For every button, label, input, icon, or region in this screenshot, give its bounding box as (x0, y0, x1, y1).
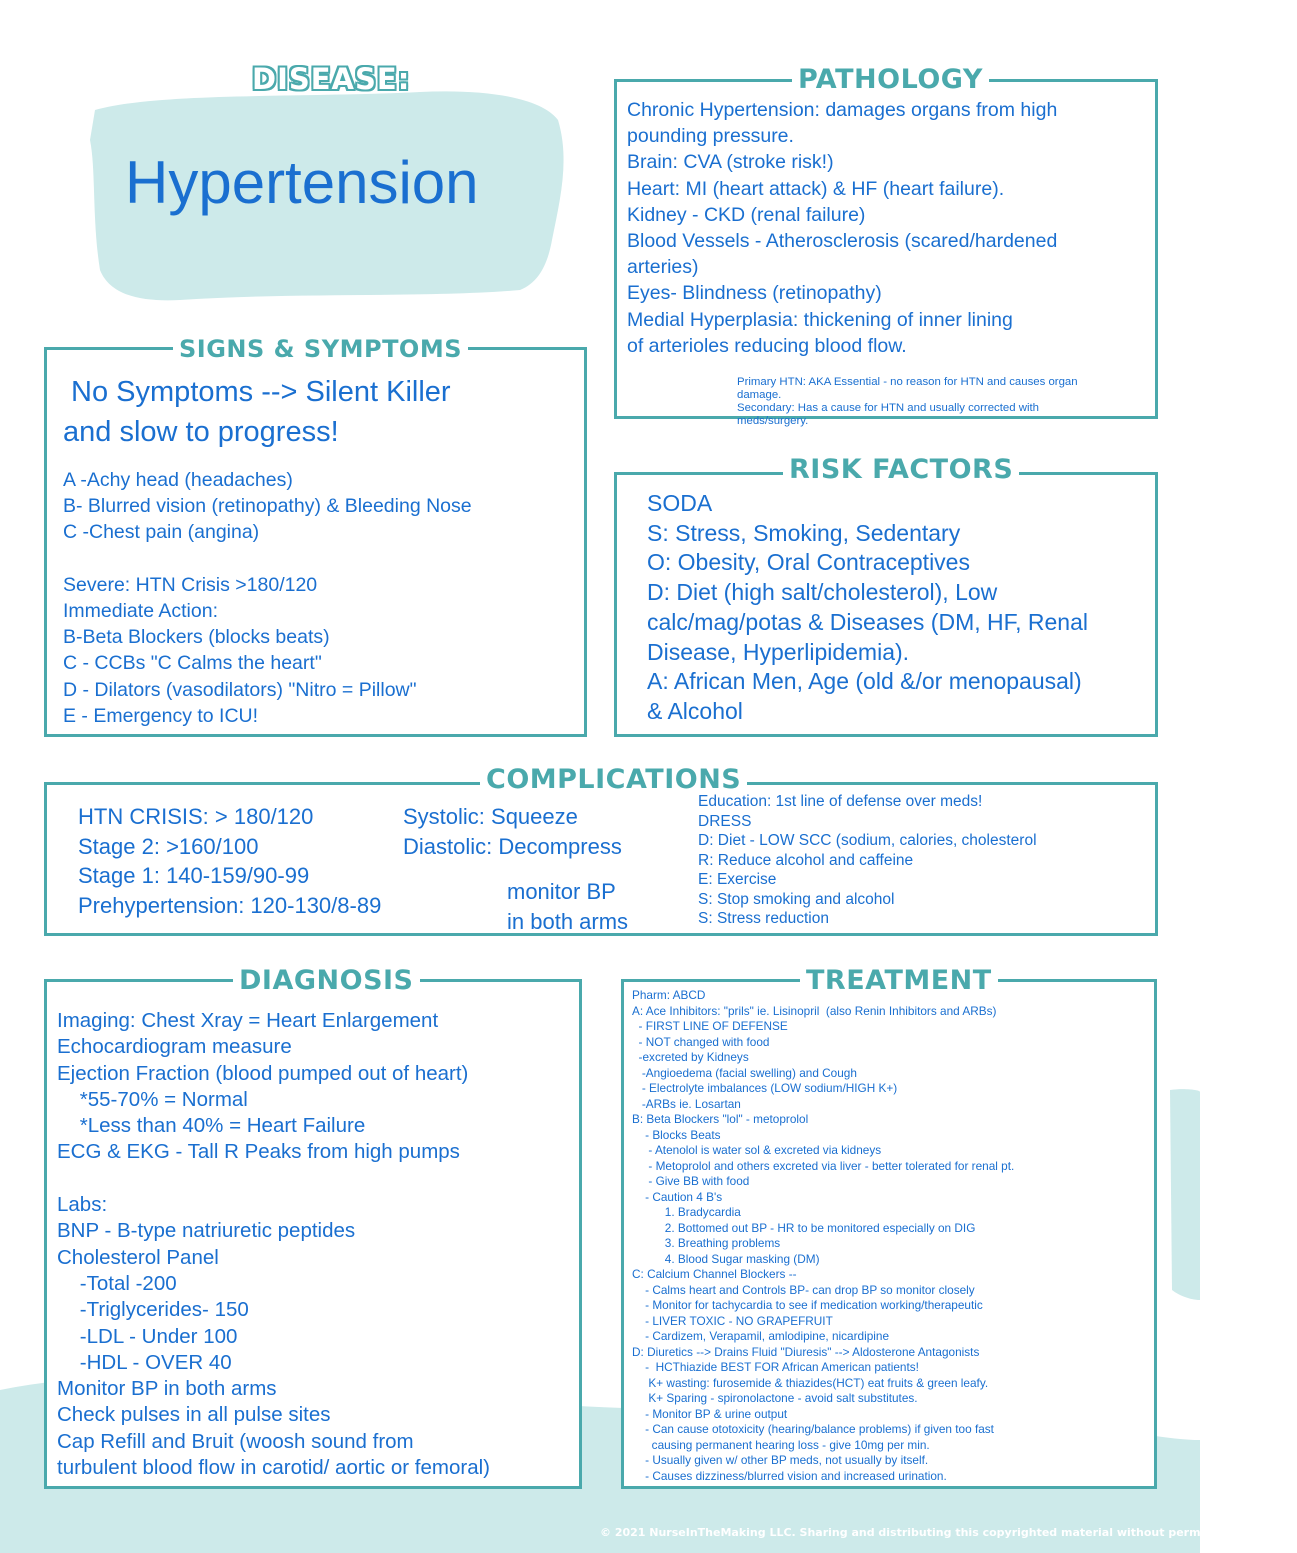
monitor-line: monitor BP (507, 879, 616, 904)
diagnosis-line (57, 1166, 490, 1192)
diagnosis-line: -LDL - Under 100 (57, 1324, 238, 1348)
diagnosis-list (57, 1008, 490, 1481)
risk-line: S: Stress, Smoking, Sedentary (647, 519, 961, 546)
complications-heading: COMPLICATIONS (480, 766, 747, 793)
pathology-line: arteries) (627, 256, 699, 279)
education-line: Education: 1st line of defense over meds! (698, 793, 983, 810)
education-line: S: Stress reduction (698, 910, 829, 927)
treatment-heading: TREATMENT (800, 967, 998, 994)
signs-list (63, 467, 472, 729)
treatment-line: - Calms heart and Controls BP- can drop BP so monitor closely (632, 1282, 975, 1297)
htn-type-notes (737, 376, 1078, 428)
diagnosis-line: BNP - B-type natriuretic peptides (57, 1219, 356, 1243)
sign-line: Immediate Action: (63, 600, 218, 623)
treatment-line: causing permanent hearing loss - give 10mg per min. (632, 1437, 930, 1452)
treatment-line: - Monitor BP & urine output (632, 1406, 788, 1421)
treatment-line: - LIVER TOXIC - NO GRAPEFRUIT (632, 1313, 833, 1328)
pathology-line: Eyes- Blindness (retinopathy) (627, 282, 882, 305)
risk-line: Disease, Hyperlipidemia). (647, 638, 910, 665)
diagnosis-line: -HDL - OVER 40 (57, 1350, 232, 1374)
treatment-line: A: Ace Inhibitors: "prils" ie. Lisinopril (also Renin Inhibitors and ARBs) (632, 1003, 997, 1018)
diagnosis-line: Ejection Fraction (blood pumped out of heart) (57, 1061, 469, 1085)
diagnosis-line: -Triglycerides- 150 (57, 1298, 249, 1322)
sign-line: B- Blurred vision (retinopathy) & Bleeding Nose (63, 495, 472, 518)
education-line: R: Reduce alcohol and caffeine (698, 851, 914, 869)
sign-line (63, 546, 472, 572)
treatment-line: - Usually given w/ other BP meds, not usually by itself. (632, 1453, 929, 1467)
bp-stage-line: Stage 1: 140-159/90-99 (78, 863, 310, 888)
diagnosis-line: -Total -200 (57, 1271, 177, 1295)
treatment-line: - Give BB with food (632, 1174, 750, 1188)
treatment-line: - Electrolyte imbalances (LOW sodium/HIGH K+) (632, 1081, 898, 1095)
diagnosis-line: turbulent blood flow in carotid/ aortic or femoral) (57, 1456, 490, 1480)
risk-line: D: Diet (high salt/cholesterol), Low (647, 579, 998, 606)
treatment-line: - FIRST LINE OF DEFENSE (632, 1019, 788, 1033)
silent-killer-line: and slow to progress! (63, 416, 339, 448)
risk-line: O: Obesity, Oral Contraceptives (647, 549, 970, 576)
pathology-note-line: meds/surgery. (737, 415, 809, 427)
sign-line: Severe: HTN Crisis >180/120 (63, 573, 318, 596)
treatment-line: -Angioedema (facial swelling) and Cough (632, 1065, 857, 1080)
treatment-line: - Blocks Beats (632, 1127, 721, 1142)
treatment-line: C: Calcium Channel Blockers -- (632, 1267, 797, 1281)
diagnosis-line: *55-70% = Normal (57, 1087, 248, 1111)
treatment-line: -excreted by Kidneys (632, 1050, 749, 1064)
treatment-line: - Metoprolol and others excreted via liver - better tolerated for renal pt. (632, 1158, 1015, 1173)
treatment-line: Pharm: ABCD (632, 988, 706, 1002)
sign-line: D - Dilators (vasodilators) "Nitro = Pillow" (63, 678, 417, 701)
treatment-line: - HCThiazide BEST FOR African American patients! (632, 1360, 919, 1374)
pathology-line: Chronic Hypertension: damages organs from high (627, 99, 1058, 121)
treatment-line: 2. Bottomed out BP - HR to be monitored especially on DIG (632, 1220, 976, 1235)
education-line: D: Diet - LOW SCC (sodium, calories, cholesterol (698, 832, 1037, 849)
pathology-line: Brain: CVA (stroke risk!) (627, 151, 834, 174)
pressure-term-line: Diastolic: Decompress (403, 834, 622, 859)
pressure-terms-list (403, 802, 622, 862)
treatment-line: D: Diuretics --> Drains Fluid "Diuresis" --> Aldosterone Antagonists (632, 1344, 980, 1359)
silent-killer-line: No Symptoms --> Silent Killer (63, 376, 451, 408)
disease-name: Hypertension (125, 149, 479, 216)
pathology-list (627, 97, 1057, 359)
copyright-footer: © 2021 NurseInTheMaking LLC. Sharing and distributing this copyrighted material without permission is illegal. (600, 1526, 1297, 1539)
treatment-line: B: Beta Blockers "lol" - metoprolol (632, 1112, 809, 1126)
signs-heading: SIGNS & SYMPTOMS (173, 337, 468, 361)
treatment-line: - Caution 4 B's (632, 1189, 723, 1204)
risk-line: SODA (647, 490, 713, 516)
pathology-line: Kidney - CKD (renal failure) (627, 203, 866, 226)
treatment-line: K+ Sparing - spironolactone - avoid salt substitutes. (632, 1391, 918, 1405)
pathology-note-line: damage. (737, 389, 782, 401)
diagnosis-line: Cholesterol Panel (57, 1245, 219, 1269)
sign-line: C -Chest pain (angina) (63, 521, 260, 544)
sign-line: E - Emergency to ICU! (63, 704, 259, 727)
diagnosis-line: Echocardiogram measure (57, 1035, 292, 1059)
treatment-line: 3. Breathing problems (632, 1236, 781, 1250)
risk-line: A: African Men, Age (old &/or menopausal) (647, 668, 1082, 695)
monitor-note (507, 877, 628, 937)
treatment-line: -ARBs ie. Losartan (632, 1096, 741, 1111)
bp-stage-line: Prehypertension: 120-130/8-89 (78, 892, 382, 918)
diagnosis-line: ECG & EKG - Tall R Peaks from high pumps (57, 1140, 460, 1164)
treatment-line: - Monitor for tachycardia to see if medication working/therapeutic (632, 1298, 983, 1312)
risk-line: calc/mag/potas & Diseases (DM, HF, Renal (647, 608, 1088, 635)
risk-list (647, 489, 1088, 727)
education-line: DRESS (698, 812, 752, 830)
pressure-term-line: Systolic: Squeeze (403, 804, 578, 829)
pathology-line: pounding pressure. (627, 125, 794, 148)
sign-line: C - CCBs "C Calms the heart" (63, 652, 322, 675)
diagnosis-line: Monitor BP in both arms (57, 1377, 277, 1401)
treatment-line: - Causes dizziness/blurred vision and increased urination. (632, 1468, 947, 1483)
pathology-line: Medial Hyperplasia: thickening of inner lining (627, 308, 1013, 331)
risk-heading: RISK FACTORS (783, 456, 1019, 483)
treatment-line: - Atenolol is water sol & excreted via kidneys (632, 1143, 882, 1157)
bp-stage-line: HTN CRISIS: > 180/120 (78, 804, 314, 829)
sign-line: B-Beta Blockers (blocks beats) (63, 626, 330, 649)
right-wash-shape (1170, 1089, 1200, 1300)
education-line: E: Exercise (698, 871, 777, 888)
pathology-note-line: Primary HTN: AKA Essential - no reason for HTN and causes organ (737, 376, 1078, 388)
treatment-line: 1. Bradycardia (632, 1205, 741, 1219)
treatment-line: - Can cause ototoxicity (hearing/balance problems) if given too fast (632, 1422, 994, 1436)
pathology-heading: PATHOLOGY (792, 66, 989, 93)
bp-stage-line: Stage 2: >160/100 (78, 833, 259, 859)
bp-stages-list (78, 802, 381, 920)
silent-killer-note (63, 372, 451, 452)
risk-line: & Alcohol (647, 697, 743, 724)
education-line: S: Stop smoking and alcohol (698, 890, 895, 908)
pathology-note-line: Secondary: Has a cause for HTN and usually corrected with (737, 402, 1039, 414)
treatment-line: - NOT changed with food (632, 1034, 770, 1049)
pathology-line: of arterioles reducing blood flow. (627, 334, 907, 357)
diagnosis-line: Cap Refill and Bruit (woosh sound from (57, 1429, 414, 1453)
treatment-line: 4. Blood Sugar masking (DM) (632, 1251, 820, 1266)
monitor-line: in both arms (507, 909, 629, 934)
education-list (698, 792, 1037, 929)
diagnosis-line: *Less than 40% = Heart Failure (57, 1114, 366, 1138)
pathology-line: Heart: MI (heart attack) & HF (heart failure). (627, 177, 1005, 200)
treatment-line: - Cardizem, Verapamil, amlodipine, nicardipine (632, 1329, 890, 1343)
diagnosis-line: Check pulses in all pulse sites (57, 1403, 331, 1427)
disease-label: DISEASE: (252, 62, 411, 96)
diagnosis-heading: DIAGNOSIS (233, 967, 420, 994)
pathology-line: Blood Vessels - Atherosclerosis (scared/hardened (627, 230, 1058, 253)
diagnosis-line: Labs: (57, 1193, 108, 1217)
treatment-line: K+ wasting: furosemide & thiazides(HCT) eat fruits & green leafy. (632, 1375, 989, 1390)
treatment-list (632, 988, 1014, 1484)
diagnosis-line: Imaging: Chest Xray = Heart Enlargement (57, 1009, 439, 1032)
sign-line: A -Achy head (headaches) (63, 469, 293, 491)
